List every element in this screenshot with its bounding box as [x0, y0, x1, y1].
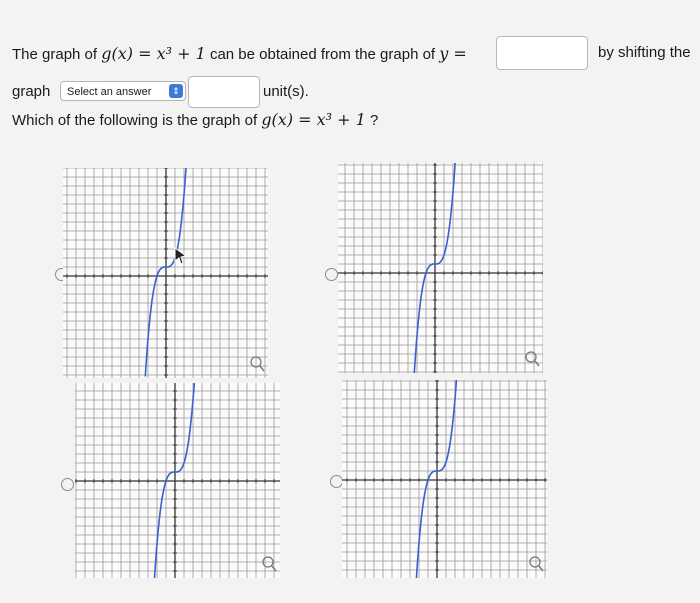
g-expression: g(x) = x³ + 1 [261, 110, 366, 129]
select-value: Select an answer [67, 86, 152, 98]
graph-background [338, 163, 543, 373]
shift-amount-input[interactable] [188, 76, 260, 108]
base-function-input[interactable] [496, 36, 588, 70]
question-text: by shifting the [598, 44, 691, 61]
question-text: unit(s). [263, 83, 309, 100]
chevron-updown-icon: ⇕ [169, 84, 183, 98]
option-a-graph [63, 168, 268, 378]
option-d-graph [342, 380, 547, 578]
option-c-radio[interactable] [61, 478, 74, 491]
option-b-graph [338, 163, 543, 373]
y-expression: y = [439, 44, 467, 63]
shift-direction-select[interactable] [60, 81, 186, 101]
g-expression: g(x) = x³ + 1 [101, 44, 206, 63]
graph-background [342, 380, 547, 578]
mouse-cursor-icon [173, 246, 189, 266]
question-line-3 [12, 110, 378, 129]
question-text: Which of the following is the graph of [12, 112, 258, 129]
question-text: ? [370, 112, 379, 129]
question-text: graph [12, 83, 51, 100]
question-text: The graph of [12, 46, 98, 63]
question-text: can be obtained from the graph of [209, 46, 436, 63]
question-line-1 [12, 44, 467, 63]
option-c-graph [75, 383, 280, 578]
option-b-radio[interactable] [325, 268, 338, 281]
